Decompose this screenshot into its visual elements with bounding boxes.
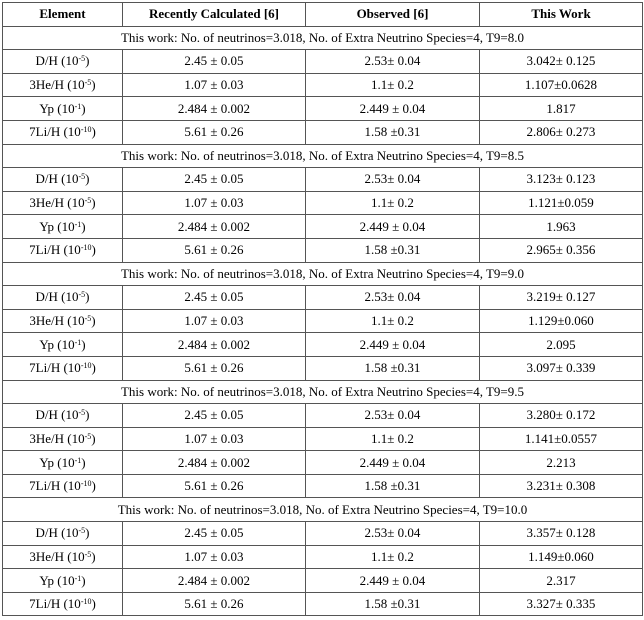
element-close: ) <box>85 171 90 187</box>
this-work-cell: 3.357± 0.128 <box>480 522 643 546</box>
header-observed: Observed [6] <box>306 3 480 27</box>
element-exponent: -5 <box>78 408 86 418</box>
this-work-cell: 3.327± 0.335 <box>480 592 643 616</box>
this-work-cell: 1.121±0.059 <box>480 191 643 215</box>
element-close: ) <box>91 242 96 258</box>
element-label: 3He/H (10 <box>29 77 85 93</box>
element-exponent: -10 <box>80 361 92 371</box>
element-label: 7Li/H (10 <box>29 360 81 376</box>
observed-cell: 1.58 ±0.31 <box>306 356 480 380</box>
element-exponent: -10 <box>80 597 92 607</box>
group-header-row <box>3 144 643 168</box>
this-work-cell: 2.213 <box>480 451 643 475</box>
element-label: Yp (10 <box>39 336 75 352</box>
observed-cell: 1.1± 0.2 <box>306 309 480 333</box>
table-row <box>3 286 643 310</box>
element-close: ) <box>91 77 96 93</box>
element-exponent: -5 <box>78 290 86 300</box>
recently-calculated-cell: 2.45 ± 0.05 <box>123 50 306 74</box>
group-title: This work: No. of neutrinos=3.018, No. of Extra Neutrino Species=4, T9=8.0 <box>3 26 643 50</box>
element-close: ) <box>85 289 90 305</box>
observed-cell: 1.58 ±0.31 <box>306 474 480 498</box>
element-close: ) <box>81 454 86 470</box>
element-cell <box>3 50 123 74</box>
this-work-cell: 2.806± 0.273 <box>480 120 643 144</box>
element-close: ) <box>85 53 90 69</box>
element-exponent: -10 <box>80 243 92 253</box>
element-exponent: -5 <box>84 196 92 206</box>
observed-cell: 1.1± 0.2 <box>306 545 480 569</box>
table-row <box>3 356 643 380</box>
this-work-cell: 2.317 <box>480 569 643 593</box>
element-close: ) <box>81 218 86 234</box>
group-title: This work: No. of neutrinos=3.018, No. of Extra Neutrino Species=4, T9=10.0 <box>3 498 643 522</box>
observed-cell: 2.53± 0.04 <box>306 404 480 428</box>
element-exponent: -5 <box>84 78 92 88</box>
element-exponent: -5 <box>84 314 92 324</box>
element-close: ) <box>81 572 86 588</box>
table-row <box>3 569 643 593</box>
element-cell <box>3 238 123 262</box>
element-label: 7Li/H (10 <box>29 596 81 612</box>
element-cell <box>3 592 123 616</box>
recently-calculated-cell: 2.45 ± 0.05 <box>123 522 306 546</box>
header-recently-calculated: Recently Calculated [6] <box>123 3 306 27</box>
element-exponent: -1 <box>74 337 82 347</box>
table-row <box>3 545 643 569</box>
observed-cell: 2.53± 0.04 <box>306 50 480 74</box>
recently-calculated-cell: 1.07 ± 0.03 <box>123 427 306 451</box>
element-cell <box>3 356 123 380</box>
element-exponent: -10 <box>80 125 92 135</box>
this-work-cell: 1.141±0.0557 <box>480 427 643 451</box>
header-this-work: This Work <box>480 3 643 27</box>
table-row <box>3 120 643 144</box>
this-work-cell: 1.963 <box>480 215 643 239</box>
element-cell <box>3 451 123 475</box>
element-label: D/H (10 <box>35 525 79 541</box>
table-row <box>3 474 643 498</box>
element-exponent: -5 <box>78 54 86 64</box>
element-exponent: -5 <box>84 549 92 559</box>
observed-cell: 1.58 ±0.31 <box>306 592 480 616</box>
recently-calculated-cell: 5.61 ± 0.26 <box>123 120 306 144</box>
element-label: Yp (10 <box>39 218 75 234</box>
recently-calculated-cell: 2.484 ± 0.002 <box>123 333 306 357</box>
element-exponent: -5 <box>78 172 86 182</box>
observed-cell: 2.449 ± 0.04 <box>306 333 480 357</box>
this-work-cell: 1.129±0.060 <box>480 309 643 333</box>
recently-calculated-cell: 2.45 ± 0.05 <box>123 404 306 428</box>
element-close: ) <box>91 313 96 329</box>
recently-calculated-cell: 2.45 ± 0.05 <box>123 286 306 310</box>
element-close: ) <box>85 407 90 423</box>
recently-calculated-cell: 5.61 ± 0.26 <box>123 592 306 616</box>
element-cell <box>3 120 123 144</box>
this-work-cell: 2.095 <box>480 333 643 357</box>
element-label: Yp (10 <box>39 100 75 116</box>
table-row <box>3 592 643 616</box>
this-work-cell: 1.817 <box>480 97 643 121</box>
this-work-cell: 2.965± 0.356 <box>480 238 643 262</box>
group-header-row <box>3 498 643 522</box>
table-row <box>3 50 643 74</box>
element-cell <box>3 474 123 498</box>
observed-cell: 1.58 ±0.31 <box>306 238 480 262</box>
results-table <box>2 2 643 616</box>
recently-calculated-cell: 2.484 ± 0.002 <box>123 451 306 475</box>
element-label: Yp (10 <box>39 454 75 470</box>
element-exponent: -10 <box>80 479 92 489</box>
element-label: Yp (10 <box>39 572 75 588</box>
element-label: D/H (10 <box>35 289 79 305</box>
table-row <box>3 97 643 121</box>
element-cell <box>3 545 123 569</box>
this-work-cell: 3.219± 0.127 <box>480 286 643 310</box>
observed-cell: 2.53± 0.04 <box>306 286 480 310</box>
observed-cell: 2.53± 0.04 <box>306 522 480 546</box>
element-label: D/H (10 <box>35 53 79 69</box>
group-title: This work: No. of neutrinos=3.018, No. of Extra Neutrino Species=4, T9=9.5 <box>3 380 643 404</box>
element-label: 3He/H (10 <box>29 313 85 329</box>
element-exponent: -5 <box>78 526 86 536</box>
element-exponent: -5 <box>84 431 92 441</box>
element-cell <box>3 191 123 215</box>
element-close: ) <box>91 195 96 211</box>
recently-calculated-cell: 2.484 ± 0.002 <box>123 215 306 239</box>
recently-calculated-cell: 5.61 ± 0.26 <box>123 474 306 498</box>
element-label: 7Li/H (10 <box>29 124 81 140</box>
header-element: Element <box>3 3 123 27</box>
table-row <box>3 168 643 192</box>
observed-cell: 1.58 ±0.31 <box>306 120 480 144</box>
element-cell <box>3 97 123 121</box>
element-label: 3He/H (10 <box>29 195 85 211</box>
group-title: This work: No. of neutrinos=3.018, No. of Extra Neutrino Species=4, T9=9.0 <box>3 262 643 286</box>
group-header-row <box>3 26 643 50</box>
observed-cell: 2.449 ± 0.04 <box>306 97 480 121</box>
this-work-cell: 1.107±0.0628 <box>480 73 643 97</box>
table-row <box>3 404 643 428</box>
recently-calculated-cell: 2.45 ± 0.05 <box>123 168 306 192</box>
element-label: 3He/H (10 <box>29 548 85 564</box>
table-row <box>3 309 643 333</box>
element-label: 7Li/H (10 <box>29 478 81 494</box>
element-cell <box>3 73 123 97</box>
element-cell <box>3 286 123 310</box>
observed-cell: 2.449 ± 0.04 <box>306 569 480 593</box>
group-header-row <box>3 380 643 404</box>
observed-cell: 1.1± 0.2 <box>306 427 480 451</box>
header-row <box>3 3 643 27</box>
element-exponent: -1 <box>74 455 82 465</box>
element-exponent: -1 <box>74 219 82 229</box>
element-label: 3He/H (10 <box>29 430 85 446</box>
element-close: ) <box>81 100 86 116</box>
recently-calculated-cell: 5.61 ± 0.26 <box>123 238 306 262</box>
element-close: ) <box>91 478 96 494</box>
element-close: ) <box>91 124 96 140</box>
element-close: ) <box>91 430 96 446</box>
table-row <box>3 238 643 262</box>
observed-cell: 1.1± 0.2 <box>306 191 480 215</box>
observed-cell: 2.53± 0.04 <box>306 168 480 192</box>
recently-calculated-cell: 2.484 ± 0.002 <box>123 569 306 593</box>
element-exponent: -1 <box>74 573 82 583</box>
table-row <box>3 333 643 357</box>
element-exponent: -1 <box>74 101 82 111</box>
recently-calculated-cell: 1.07 ± 0.03 <box>123 73 306 97</box>
table-row <box>3 73 643 97</box>
this-work-cell: 3.280± 0.172 <box>480 404 643 428</box>
table-row <box>3 522 643 546</box>
element-cell <box>3 569 123 593</box>
element-close: ) <box>91 548 96 564</box>
recently-calculated-cell: 2.484 ± 0.002 <box>123 97 306 121</box>
this-work-cell: 1.149±0.060 <box>480 545 643 569</box>
this-work-cell: 3.231± 0.308 <box>480 474 643 498</box>
element-close: ) <box>91 596 96 612</box>
recently-calculated-cell: 5.61 ± 0.26 <box>123 356 306 380</box>
element-label: 7Li/H (10 <box>29 242 81 258</box>
element-label: D/H (10 <box>35 171 79 187</box>
observed-cell: 1.1± 0.2 <box>306 73 480 97</box>
element-cell <box>3 215 123 239</box>
element-cell <box>3 168 123 192</box>
element-label: D/H (10 <box>35 407 79 423</box>
element-close: ) <box>91 360 96 376</box>
observed-cell: 2.449 ± 0.04 <box>306 215 480 239</box>
this-work-cell: 3.123± 0.123 <box>480 168 643 192</box>
recently-calculated-cell: 1.07 ± 0.03 <box>123 545 306 569</box>
observed-cell: 2.449 ± 0.04 <box>306 451 480 475</box>
this-work-cell: 3.097± 0.339 <box>480 356 643 380</box>
table-row <box>3 191 643 215</box>
table-row <box>3 451 643 475</box>
table-row <box>3 427 643 451</box>
element-cell <box>3 522 123 546</box>
this-work-cell: 3.042± 0.125 <box>480 50 643 74</box>
group-header-row <box>3 262 643 286</box>
table-row <box>3 215 643 239</box>
element-cell <box>3 309 123 333</box>
recently-calculated-cell: 1.07 ± 0.03 <box>123 309 306 333</box>
element-cell <box>3 427 123 451</box>
element-close: ) <box>81 336 86 352</box>
element-close: ) <box>85 525 90 541</box>
element-cell <box>3 333 123 357</box>
group-title: This work: No. of neutrinos=3.018, No. of Extra Neutrino Species=4, T9=8.5 <box>3 144 643 168</box>
table-body <box>3 26 643 616</box>
element-cell <box>3 404 123 428</box>
recently-calculated-cell: 1.07 ± 0.03 <box>123 191 306 215</box>
